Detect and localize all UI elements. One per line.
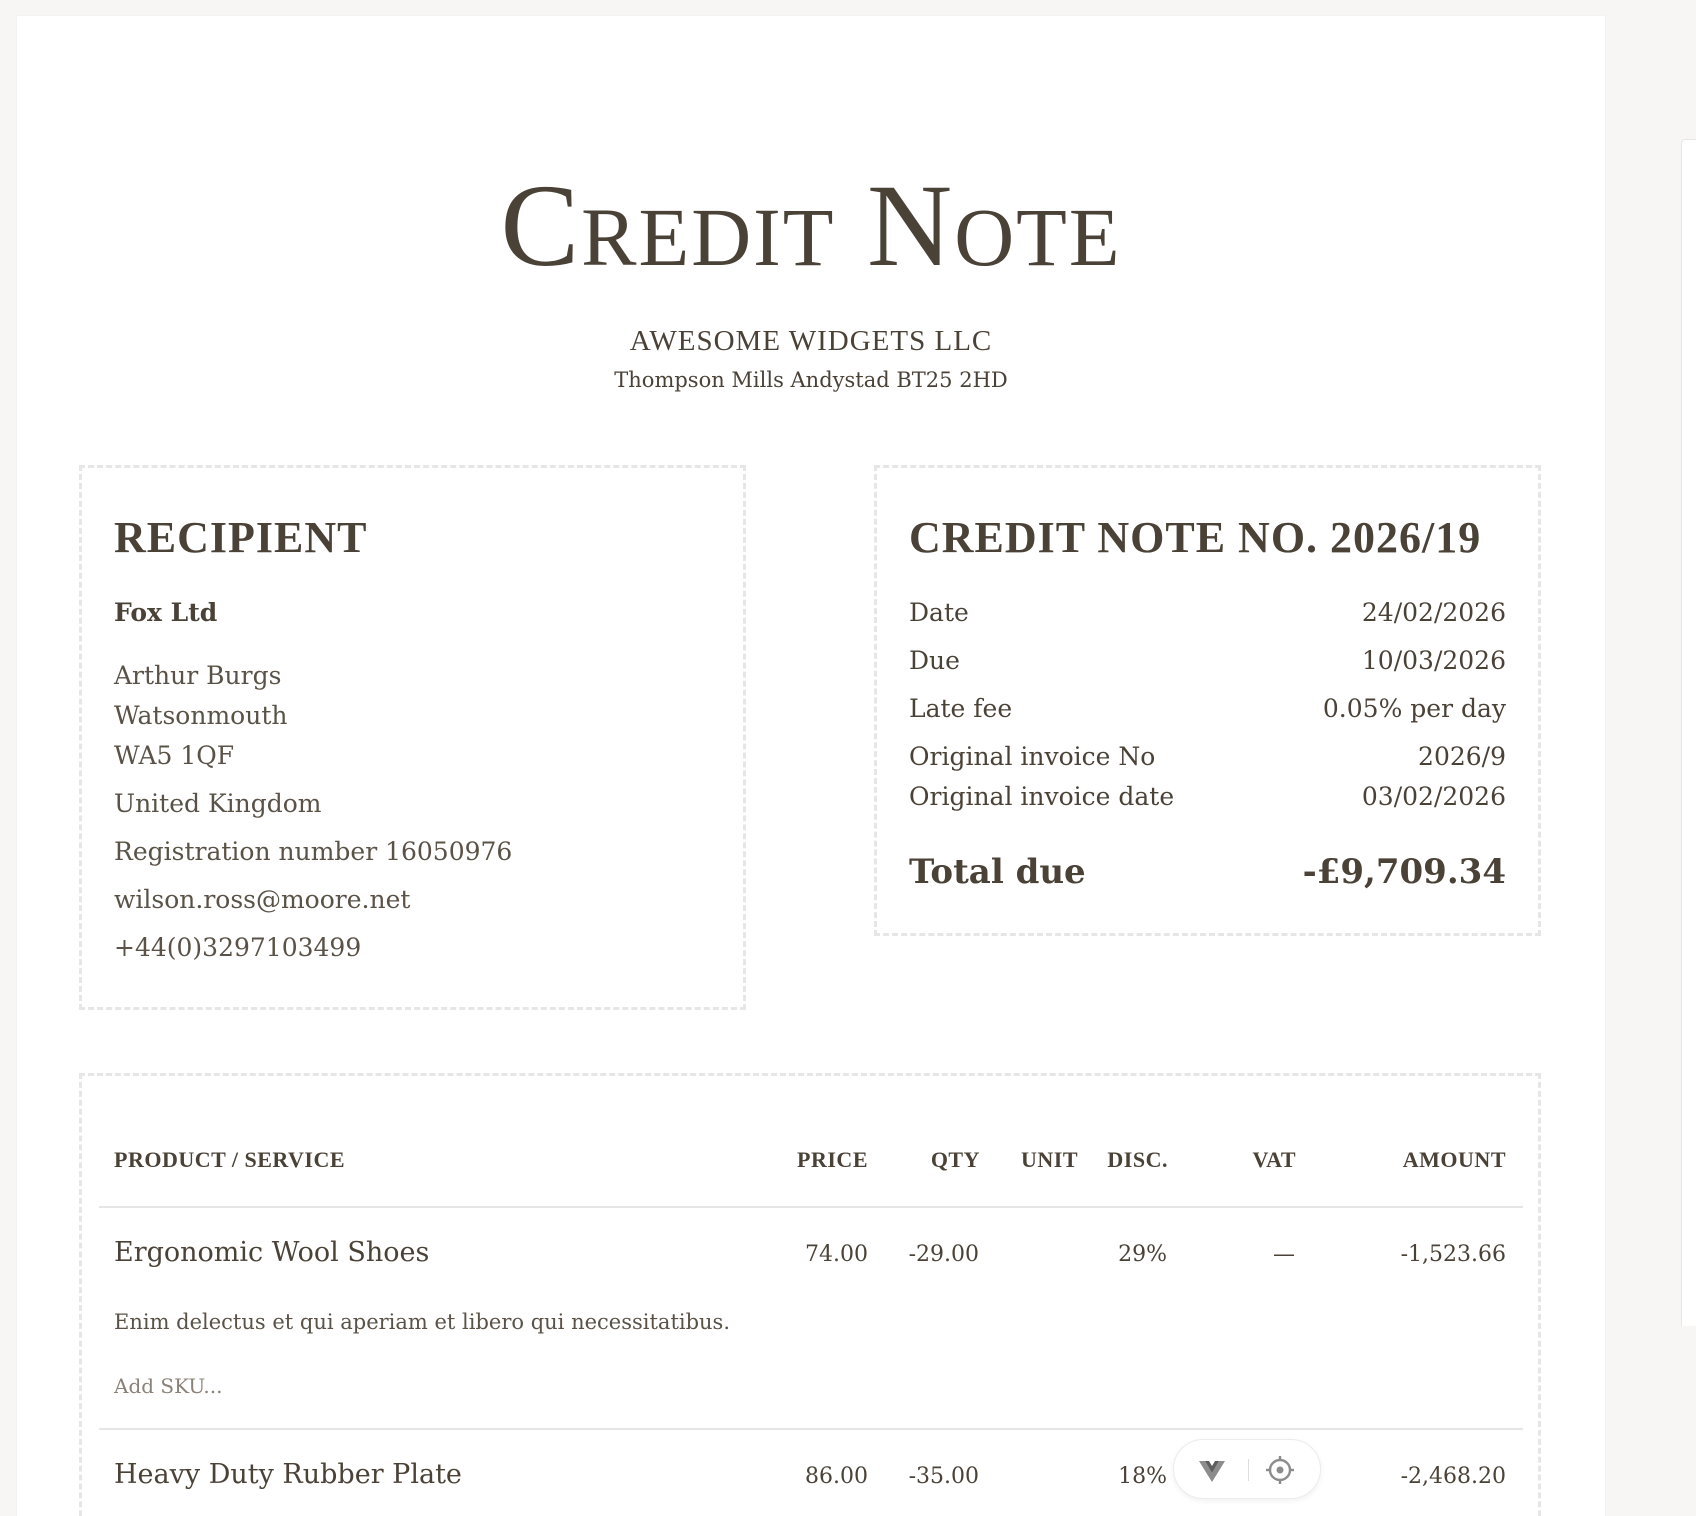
item-amount: -2,468.20 <box>1400 1464 1506 1489</box>
vue-devtools-icon[interactable] <box>1196 1454 1228 1486</box>
total-due-value: -£9,709.34 <box>1302 852 1506 892</box>
table-divider <box>99 1206 1523 1208</box>
toolbar-separator <box>1248 1459 1249 1481</box>
meta-value[interactable]: 03/02/2026 <box>1361 782 1506 811</box>
floating-devtools-toolbar <box>1173 1439 1321 1499</box>
recipient-name[interactable]: Fox Ltd <box>114 598 218 627</box>
recipient-contact[interactable]: Arthur Burgs <box>114 661 282 690</box>
item-name[interactable]: Heavy Duty Rubber Plate <box>114 1459 462 1490</box>
item-disc[interactable]: 18% <box>1118 1464 1167 1489</box>
page-title: Credit Note <box>500 160 1122 291</box>
credit-note-details-box <box>874 465 1541 936</box>
recipient-country[interactable]: United Kingdom <box>114 789 322 818</box>
item-amount: -1,523.66 <box>1400 1242 1506 1267</box>
meta-label: Original invoice date <box>909 782 1175 811</box>
header-price: PRICE <box>797 1147 868 1172</box>
item-name[interactable]: Ergonomic Wool Shoes <box>114 1237 430 1268</box>
meta-value[interactable]: 10/03/2026 <box>1361 646 1506 675</box>
item-vat[interactable]: — <box>1273 1242 1295 1267</box>
header-amount: AMOUNT <box>1402 1147 1506 1172</box>
credit-note-page <box>17 16 1605 1516</box>
table-divider <box>99 1428 1523 1430</box>
company-name: AWESOME WIDGETS LLC <box>629 325 993 357</box>
meta-value[interactable]: 2026/9 <box>1418 742 1506 771</box>
recipient-registration[interactable]: Registration number 16050976 <box>114 837 513 866</box>
meta-value[interactable]: 24/02/2026 <box>1361 598 1506 627</box>
target-icon[interactable] <box>1264 1454 1296 1486</box>
line-items-box <box>79 1073 1541 1516</box>
meta-label: Late fee <box>909 694 1013 723</box>
item-price[interactable]: 74.00 <box>805 1242 868 1267</box>
item-qty[interactable]: -29.00 <box>908 1242 979 1267</box>
item-qty[interactable]: -35.00 <box>908 1464 979 1489</box>
header-qty: QTY <box>930 1147 980 1172</box>
header-vat: VAT <box>1252 1147 1296 1172</box>
header-disc: DISC. <box>1107 1147 1168 1172</box>
total-due-label: Total due <box>909 852 1086 892</box>
recipient-postcode[interactable]: WA5 1QF <box>114 741 235 770</box>
item-price[interactable]: 86.00 <box>805 1464 868 1489</box>
item-sku-input[interactable]: Add SKU... <box>114 1374 223 1398</box>
company-address: Thompson Mills Andystad BT25 2HD <box>614 368 1008 392</box>
recipient-email[interactable]: wilson.ross@moore.net <box>114 885 411 914</box>
header-product: PRODUCT / SERVICE <box>114 1147 346 1172</box>
meta-label: Due <box>909 646 960 675</box>
item-description[interactable]: Enim delectus et qui aperiam et libero qui necessitatibus. <box>114 1310 731 1334</box>
credit-note-number-heading: CREDIT NOTE NO. 2026/19 <box>909 513 1482 562</box>
meta-label: Original invoice No <box>909 742 1156 771</box>
item-disc[interactable]: 29% <box>1118 1242 1167 1267</box>
meta-value[interactable]: 0.05% per day <box>1322 694 1506 723</box>
recipient-box <box>79 465 746 1010</box>
recipient-heading: RECIPIENT <box>114 513 368 562</box>
recipient-city[interactable]: Watsonmouth <box>114 701 288 730</box>
meta-label: Date <box>909 598 969 627</box>
side-panel <box>1681 139 1696 1326</box>
recipient-phone[interactable]: +44(0)3297103499 <box>114 933 362 962</box>
side-panel-edge <box>1605 0 1696 1516</box>
header-unit: UNIT <box>1021 1147 1079 1172</box>
